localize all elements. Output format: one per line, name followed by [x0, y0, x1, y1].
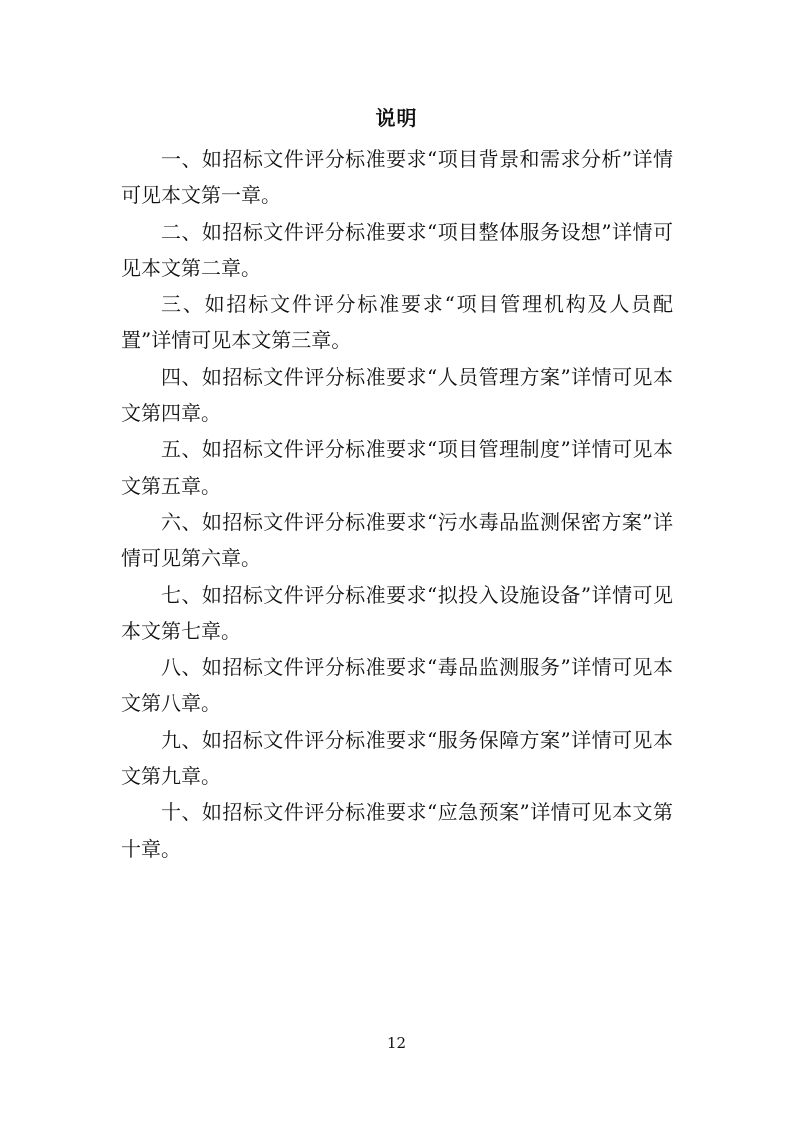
list-item: 十、如招标文件评分标准要求“应急预案”详情可见本文第十章。 [121, 800, 673, 861]
list-item: 六、如招标文件评分标准要求“污水毒品监测保密方案”详情可见第六章。 [121, 509, 673, 571]
list-item: 九、如招标文件评分标准要求“服务保障方案”详情可见本文第九章。 [121, 727, 673, 789]
page-number: 12 [386, 1034, 407, 1052]
list-item: 三、如招标文件评分标准要求“项目管理机构及人员配置”详情可见本文第三章。 [121, 292, 673, 353]
list-item: 二、如招标文件评分标准要求“项目整体服务设想”详情可见本文第二章。 [121, 219, 673, 280]
list-item: 五、如招标文件评分标准要求“项目管理制度”详情可见本文第五章。 [121, 437, 673, 498]
list-item: 七、如招标文件评分标准要求“拟投入设施设备”详情可见本文第七章。 [121, 582, 673, 643]
chapter-guide-list [121, 141, 673, 867]
list-item: 一、如招标文件评分标准要求“项目背景和需求分析”详情可见本文第一章。 [121, 147, 673, 208]
list-item: 四、如招标文件评分标准要求“人员管理方案”详情可见本文第四章。 [121, 364, 673, 426]
page-title: 说明 [375, 106, 418, 130]
list-item: 八、如招标文件评分标准要求“毒品监测服务”详情可见本文第八章。 [121, 655, 673, 716]
